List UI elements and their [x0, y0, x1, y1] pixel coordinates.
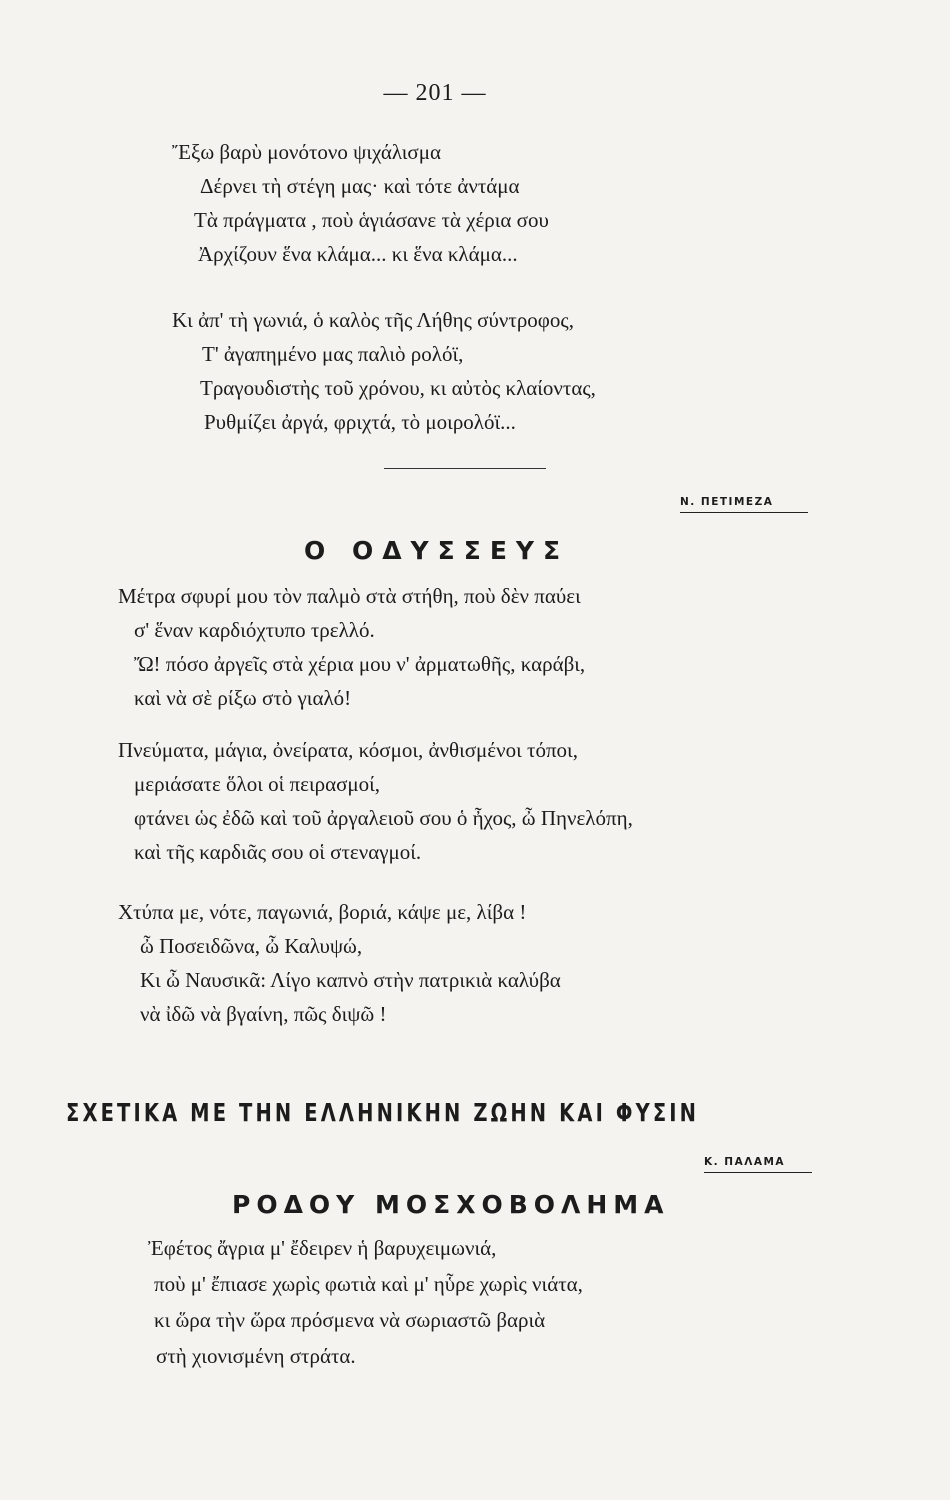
verse-line: Κι ἀπ' τὴ γωνιά, ὁ καλὸς τῆς Λήθης σύντροφος, [172, 308, 574, 332]
verse-line: μεριάσατε ὅλοι οἱ πειρασμοί, [134, 772, 381, 796]
poem-2-title: ΡΟΔΟΥ ΜΟΣΧΟΒΟΛΗΜΑ [232, 1190, 670, 1219]
poem-2-author: Κ. ΠΑΛΑΜΑ [704, 1156, 786, 1168]
verse-line: Ρυθμίζει ἀργά, φριχτά, τὸ μοιρολόϊ... [204, 410, 516, 434]
verse-line: Δέρνει τὴ στέγη μας· καὶ τότε ἀντάμα [200, 174, 520, 198]
poem-1-stanza-2 [118, 738, 818, 868]
stanza-1 [172, 140, 772, 270]
separator-rule [384, 468, 546, 469]
verse-line: καὶ τῆς καρδιᾶς σου οἱ στεναγμοί. [134, 840, 422, 864]
verse-line: Ὤ! πόσο ἀργεῖς στὰ χέρια μου ν' ἀρματωθῆς, καράβι, [134, 652, 586, 676]
verse-line: Τ' ἀγαπημένο μας παλιὸ ρολόϊ, [202, 342, 464, 366]
verse-line: νὰ ἰδῶ νὰ βγαίνη, πῶς διψῶ ! [140, 1002, 387, 1026]
poem-1-author-underline [680, 512, 808, 513]
poem-2-author-underline [704, 1172, 812, 1173]
verse-line: Τὰ πράγματα , ποὺ ἁγιάσανε τὰ χέρια σου [194, 208, 549, 232]
verse-line: καὶ νὰ σὲ ρίξω στὸ γιαλό! [134, 686, 352, 710]
verse-line: ὦ Ποσειδῶνα, ὦ Καλυψώ, [140, 934, 363, 958]
poem-2-stanza-1 [148, 1236, 808, 1376]
verse-line: Πνεύματα, μάγια, ὀνείρατα, κόσμοι, ἀνθισμένοι τόποι, [118, 738, 578, 762]
poem-1-stanza-1 [118, 584, 798, 714]
verse-line: Ἀρχίζουν ἕνα κλάμα... κι ἕνα κλάμα... [198, 242, 518, 266]
verse-line: Κι ὦ Ναυσικᾶ: Λίγο καπνὸ στὴν πατρικιὰ καλύβα [140, 968, 561, 992]
verse-line: Ἔξω βαρὺ μονότονο ψιχάλισμα [172, 140, 441, 164]
verse-line: κι ὥρα τὴν ὥρα πρόσμενα νὰ σωριαστῶ βαριὰ [154, 1308, 546, 1332]
page-number: — 201 — [383, 80, 487, 106]
verse-line: Τραγουδιστὴς τοῦ χρόνου, κι αὐτὸς κλαίοντας, [200, 376, 596, 400]
verse-line: Μέτρα σφυρί μου τὸν παλμὸ στὰ στήθη, ποὺ δὲν παύει [118, 584, 581, 608]
verse-line: Χτύπα με, νότε, παγωνιά, βοριά, κάψε με, λίβα ! [118, 900, 527, 924]
bleed-through-texture [160, 140, 165, 170]
verse-line: ποὺ μ' ἔπιασε χωρὶς φωτιὰ καὶ μ' ηὗρε χωρὶς νιάτα, [154, 1272, 583, 1296]
verse-line: στὴ χιονισμένη στράτα. [156, 1344, 356, 1368]
poem-1-title: Ο ΟΔΥΣΣΕΥΣ [304, 536, 570, 565]
verse-line: σ' ἕναν καρδιόχτυπο τρελλό. [134, 618, 375, 642]
section-title: ΣΧΕΤΙΚΑ ΜΕ ΤΗΝ ΕΛΛΗΝΙΚΗΝ ΖΩΗΝ ΚΑΙ ΦΥΣΙΝ [66, 1098, 700, 1127]
poem-1-author: Ν. ΠΕΤΙΜΕΖΑ [680, 496, 774, 508]
stanza-2 [172, 308, 792, 438]
poem-1-stanza-3 [118, 900, 818, 1030]
verse-line: φτάνει ὡς ἐδῶ καὶ τοῦ ἀργαλειοῦ σου ὁ ἦχος, ὦ Πηνελόπη, [134, 806, 633, 830]
verse-line: Ἐφέτος ἄγρια μ' ἔδειρεν ἡ βαρυχειμωνιά, [148, 1236, 497, 1260]
